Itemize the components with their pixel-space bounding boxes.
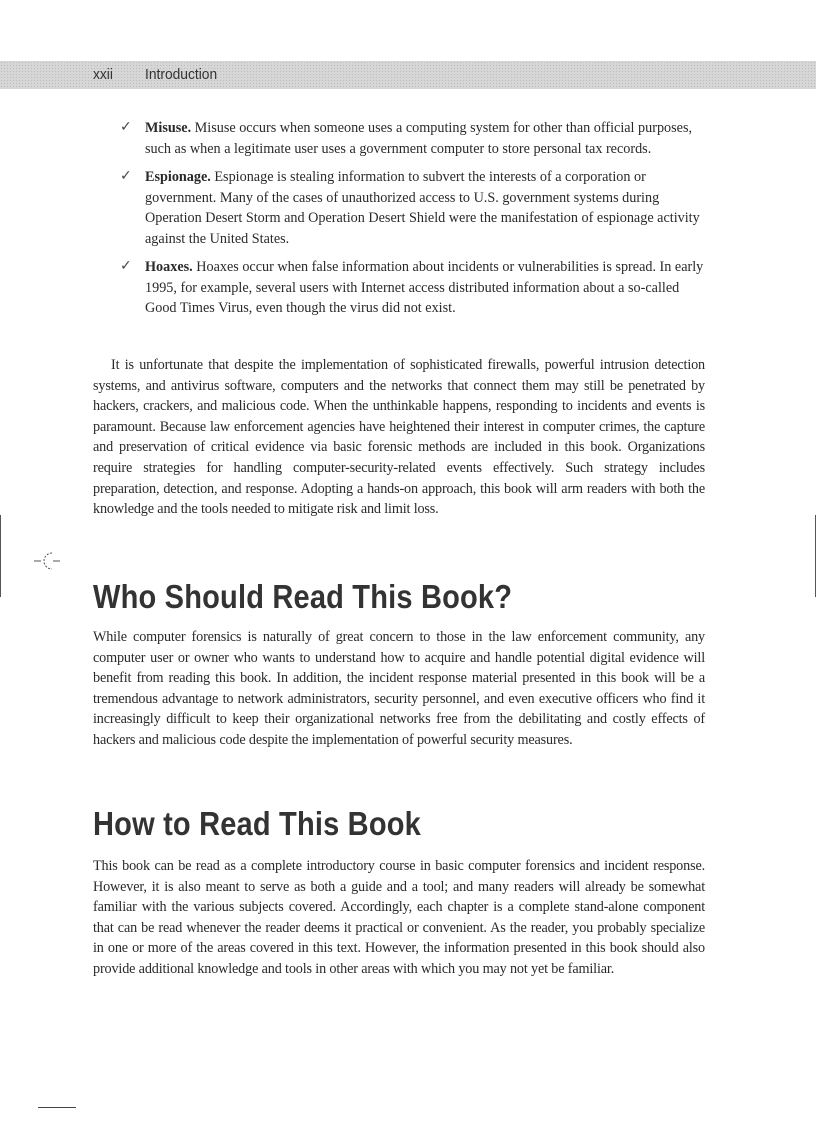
running-title: Introduction	[145, 66, 218, 83]
bullet-text	[145, 257, 705, 319]
bullet-term: Misuse.	[145, 120, 192, 136]
bullet-body: Espionage is stealing information to subvert the interests of a corporation or government. Many of the cases of unauthorized access to U.S. government systems during Operation Desert Storm and Operation Desert Shield were the manifestation of espionage activity against the United States.	[145, 169, 700, 247]
bullet-list	[93, 118, 705, 327]
checkmark-icon: ✓	[120, 119, 132, 135]
section-heading: Who Should Read This Book?	[93, 578, 513, 615]
section-body: While computer forensics is naturally of great concern to those in the law enforcement community, any computer user or owner who wants to understand how to acquire and handle potential digital evidence will benefit from reading this book. In addition, the incident response material presented in this book will be a tremendous advantage to network administrators, security personnel, and even executive officers who find it increasingly difficult to keep their organizational networks free from the debilitating and costly effects of hackers and malicious code despite the implementation of powerful security measures.	[93, 629, 705, 748]
bullet-term: Hoaxes.	[145, 259, 193, 275]
list-item	[93, 118, 705, 159]
crop-mark-left	[0, 515, 1, 597]
intro-paragraph: It is unfortunate that despite the implementation of sophisticated firewalls, powerful intrusion detection systems, and antivirus software, computers and the networks that connect them may still be penetrated by hackers, crackers, and malicious code. When the unthinkable happens, responding to incidents and events is paramount. Because law enforcement agencies have heightened their interest in computer crimes, the capture and preservation of critical evidence via basic forensic methods are included in this book. Organizations require strategies for handling computer-security-related events effectively. Such strategy includes preparation, detection, and response. Adopting a hands-on approach, this book will arm readers with both the knowledge and the tools needed to mitigate risk and limit loss.	[93, 357, 705, 518]
section-body: This book can be read as a complete introductory course in basic computer forensics and incident response. However, it is also meant to serve as both a guide and a tool; and many readers will already be somewhat familiar with the various subjects covered. Accordingly, each chapter is a complete stand-alone component that can be read whenever the reader deems it practical or convenient. As the reader, you probably specialize in one or more of the areas covered in this text. However, the information presented in this book should also provide additional knowledge and tools in other areas with which you may not yet be familiar.	[93, 858, 705, 977]
running-header-band	[0, 61, 816, 89]
page-number: xxii	[93, 66, 113, 83]
checkmark-icon: ✓	[120, 258, 132, 274]
bullet-body: Hoaxes occur when false information about incidents or vulnerabilities is spread. In early 1995, for example, several users with Internet access distributed information about a so-called Good Times Virus, even though the virus did not exist.	[145, 259, 704, 316]
checkmark-icon: ✓	[120, 168, 132, 184]
footer-rule	[38, 1107, 76, 1108]
registration-mark-icon	[34, 548, 60, 574]
section-heading: How to Read This Book	[93, 805, 421, 842]
bullet-body: Misuse occurs when someone uses a computing system for other than official purposes, such as when a legitimate user uses a government computer to store personal tax records.	[145, 120, 693, 157]
list-item	[93, 167, 705, 249]
bullet-term: Espionage.	[145, 169, 211, 185]
bullet-text	[145, 167, 705, 249]
bullet-text	[145, 118, 705, 159]
list-item	[93, 257, 705, 319]
